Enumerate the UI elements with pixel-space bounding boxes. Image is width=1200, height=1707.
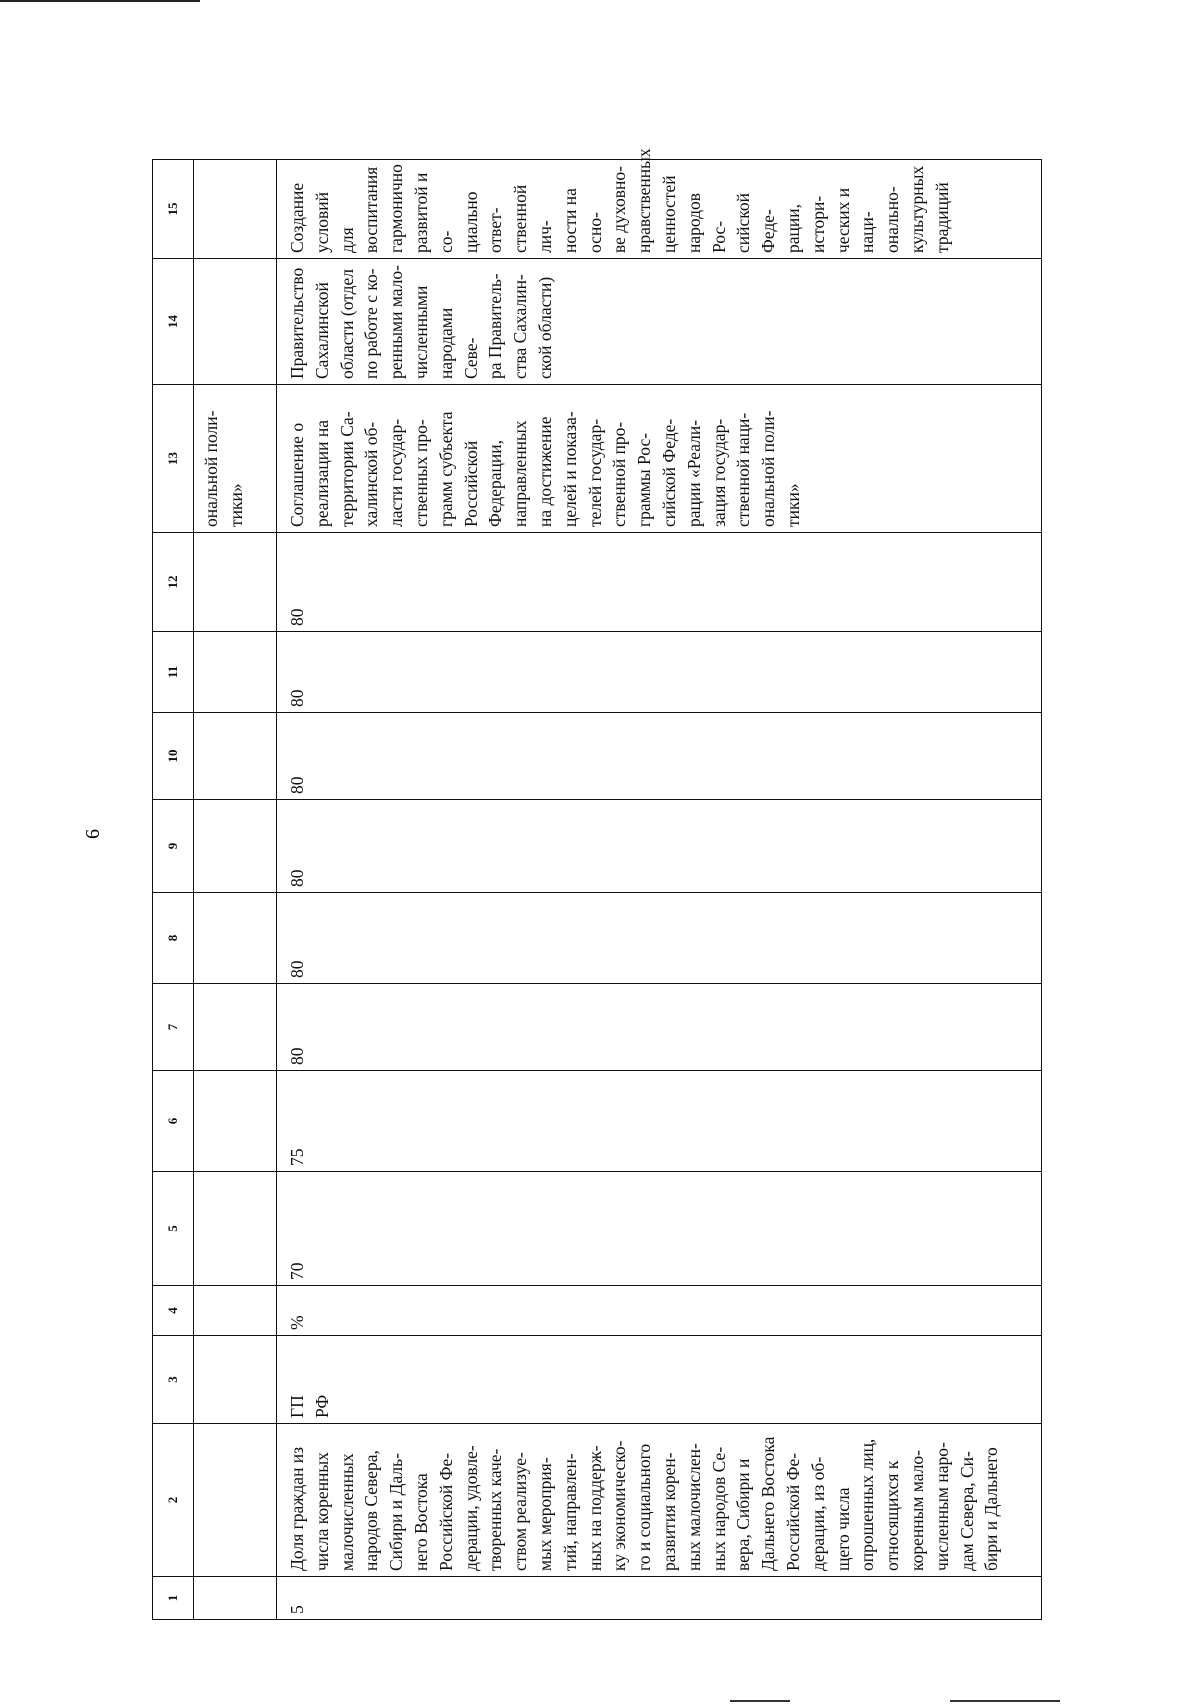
unit-of-measure: % — [277, 1286, 1042, 1336]
table-cell — [194, 533, 277, 632]
scan-edge-mark — [730, 1700, 790, 1702]
table-cell — [194, 632, 277, 713]
responsible-body: Правительство Сахалинской области (отдел по работе с ко- ренными мало- численными народами Севе- ра Правитель- ства Сахалин- ской области) — [277, 259, 1042, 385]
value-cell: 80 — [277, 984, 1042, 1071]
value-cell: 80 — [277, 893, 1042, 984]
value-cell: 80 — [277, 533, 1042, 632]
table-row — [277, 160, 1042, 1620]
rotated-table-container — [152, 148, 1042, 1620]
indicator-source: ГП РФ — [277, 1336, 1042, 1424]
scan-edge-mark — [0, 0, 200, 2]
page-number: 6 — [82, 829, 104, 839]
column-number: 11 — [153, 632, 194, 713]
table-cell — [194, 1336, 277, 1424]
table-cell — [194, 259, 277, 385]
column-number: 1 — [153, 1577, 194, 1620]
value-cell: 75 — [277, 1071, 1042, 1172]
column-number: 13 — [153, 385, 194, 533]
column-number: 10 — [153, 713, 194, 800]
table-cell — [194, 893, 277, 984]
indicator-table — [152, 148, 1042, 1620]
table-cell — [194, 1424, 277, 1577]
header-row — [153, 160, 194, 1620]
table-cell — [194, 1071, 277, 1172]
table-cell — [194, 800, 277, 893]
value-cell: 80 — [277, 800, 1042, 893]
value-cell: 80 — [277, 632, 1042, 713]
value-cell: 80 — [277, 713, 1042, 800]
table-cell — [194, 984, 277, 1071]
scan-edge-mark — [950, 1700, 1060, 1702]
column-number: 4 — [153, 1286, 194, 1336]
continuation-row — [194, 160, 277, 1620]
table-cell — [194, 160, 277, 259]
column-number: 2 — [153, 1424, 194, 1577]
expected-result: Создание условий для воспитания гармонично развитой и со- циально ответ- ственной лич- ности на осно- ве духовно- нравственных ценностей народов Рос- сийской Феде- рации, истори- ческих и наци- онально- культурных традиций — [277, 160, 1042, 259]
column-number: 5 — [153, 1172, 194, 1286]
table-cell — [194, 713, 277, 800]
row-number: 5 — [277, 1577, 1042, 1620]
column-number: 7 — [153, 984, 194, 1071]
column-number: 3 — [153, 1336, 194, 1424]
table-cell — [194, 1286, 277, 1336]
legal-basis: Соглашение о реализации на территории Са- халинской об- ласти государ- ственных про- грамм субъекта Российской Федерации, направленных на достижение целей и показа- телей государ- ственной про- граммы Рос- сийской Феде- рации «Реали- зация государ- ственной наци- ональной поли- тики» — [277, 385, 1042, 533]
column-number: 6 — [153, 1071, 194, 1172]
column-number: 14 — [153, 259, 194, 385]
indicator-name: Доля граждан из числа коренных малочисленных народов Севера, Сибири и Даль- него Востока Российской Фе- дерации, удовле- творенных каче- ством реализуе- мых мероприя- тий, направлен- ных на поддерж- ку экономическо- го и социального развития корен- ных малочислен- ных народов Се- вера, Сибири и Дальнего Востока Российской Фе- дерации, из об- щего числа опрошенных лиц, относящихся к коренным мало- численным наро- дам Севера, Си- бири и Дальнего — [277, 1424, 1042, 1577]
column-number: 8 — [153, 893, 194, 984]
column-number: 12 — [153, 533, 194, 632]
legal-basis-continuation: ональной поли- тики» — [194, 385, 277, 533]
value-cell: 70 — [277, 1172, 1042, 1286]
column-number: 15 — [153, 160, 194, 259]
table-cell — [194, 1577, 277, 1620]
column-number: 9 — [153, 800, 194, 893]
table-cell — [194, 1172, 277, 1286]
